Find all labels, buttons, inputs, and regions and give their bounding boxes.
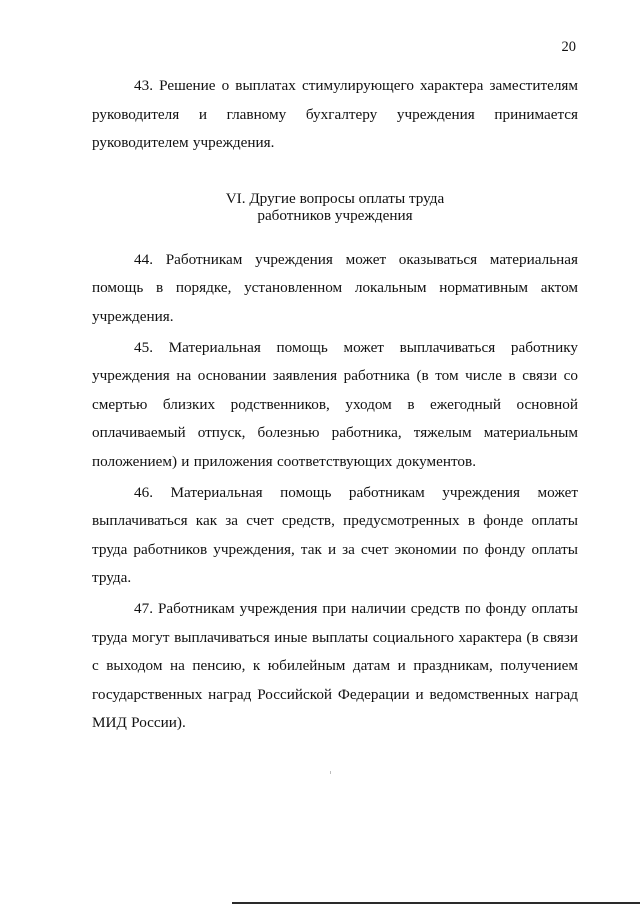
paragraph-43: 43. Решение о выплатах стимулирующего характера заместителям руководителя и главному бухгалтеру учреждения принимается руководителем учреждения. — [92, 77, 578, 152]
page-number: 20 — [561, 39, 576, 55]
document-body — [92, 72, 578, 738]
paragraph-44: 44. Работникам учреждения может оказываться материальная помощь в порядке, установленном локальным нормативным актом учреждения. — [92, 250, 578, 325]
section-heading-line-2: работников учреждения — [257, 206, 413, 224]
paragraph-45: 45. Материальная помощь может выплачиваться работнику учреждения на основании заявления работника (в том числе в связи со смертью близких родственников, уходом в ежегодный основной оплачиваемый отпуск, болезнью работника, тяжелым материальным положением) и приложения соответствующих документов. — [92, 338, 578, 470]
paragraph-46: 46. Материальная помощь работникам учреждения может выплачиваться как за счет средств, предусмотренных в фонде оплаты труда работников учреждения, так и за счет экономии по фонду оплаты труда. — [92, 483, 578, 587]
paragraph-47: 47. Работникам учреждения при наличии средств по фонду оплаты труда могут выплачиваться иные выплаты социального характера (в связи с выходом на пенсию, к юбилейным датам и праздникам, получением государственных наград Российской Федерации и ведомственных наград МИД России). — [92, 599, 578, 732]
section-heading — [92, 190, 578, 224]
scan-speck — [330, 771, 331, 774]
section-heading-line-1: VI. Другие вопросы оплаты труда — [225, 189, 445, 207]
page-bottom-edge — [232, 902, 640, 904]
